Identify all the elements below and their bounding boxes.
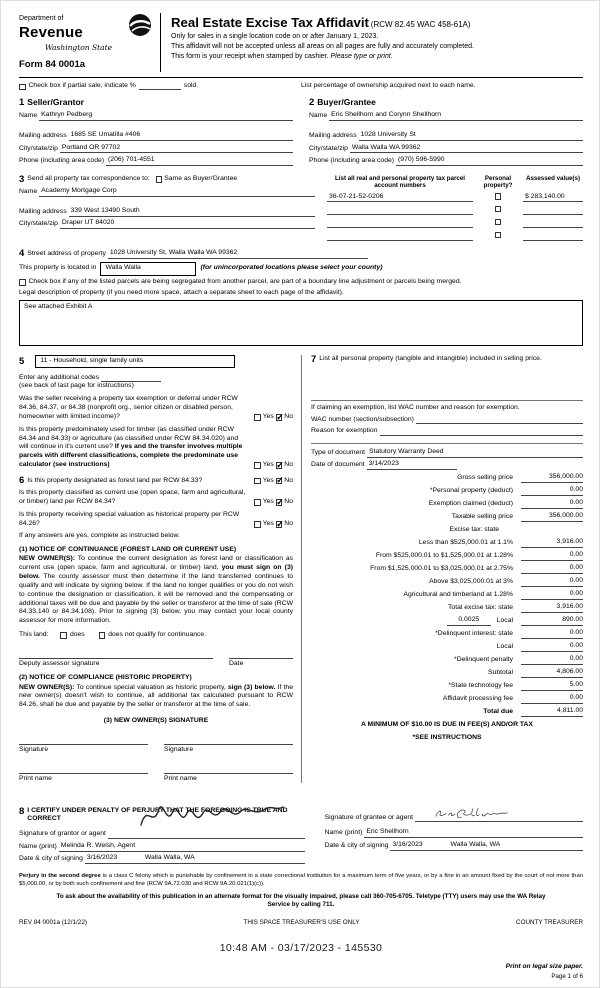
parcel-number-field[interactable] — [327, 232, 473, 241]
grantor-print-name-field[interactable]: Melinda R. Welsh, Agent — [59, 842, 305, 852]
tier1-label: Less than $525,000.01 at 1.1% — [418, 539, 513, 547]
delinquent-interest-state-value[interactable]: 0.00 — [521, 629, 583, 639]
correspondence-csz-field[interactable]: Draper UT 84020 — [60, 219, 315, 229]
same-as-buyer-label: Same as Buyer/Grantee — [164, 175, 238, 183]
section5-number: 5 — [19, 355, 25, 367]
additional-codes-note: (see back of last page for instructions) — [19, 382, 134, 390]
tier3-value[interactable]: 0.00 — [521, 564, 583, 574]
seller-phone-label: Phone (including area code) — [19, 156, 105, 164]
signature-label: Signature — [164, 745, 194, 753]
washington-state-label: Washington State — [45, 42, 113, 52]
yes-checkbox[interactable] — [254, 521, 261, 528]
current-use-question: Is this property classified as current use (open space, farm and agricultural, or timber) land per RCW 84.34? — [19, 489, 246, 506]
yes-checkbox[interactable] — [254, 478, 261, 485]
spacer — [19, 783, 583, 796]
grantee-signature-field[interactable] — [415, 807, 583, 823]
wac-number-label: WAC number (section/subsection) — [311, 415, 414, 423]
seller-exemption-question: Was the seller receiving a property tax exemption or deferral under RCW 84.36, 84.37, or 84.38 (nonprofit org., senior citizen or disabled person, homeowner with limited income)? — [19, 395, 238, 420]
header-note-3-emphasis: Please type or print. — [330, 53, 393, 61]
grantee-signature-ink — [417, 807, 529, 821]
see-instructions-note: *SEE INSTRUCTIONS — [412, 734, 482, 742]
parcel-numbers-column-header: List all real and personal property tax parcel account numbers — [335, 174, 465, 189]
street-address-field[interactable]: 1028 University St, Walla Walla WA 99362 — [108, 249, 368, 259]
seller-exemption-answer — [254, 413, 293, 422]
current-use-answer — [254, 498, 293, 507]
deputy-assessor-date-label: Date — [229, 659, 244, 667]
notice-compliance-body — [19, 684, 293, 710]
seller-name-field[interactable]: Kathryn Pedberg — [39, 111, 293, 121]
segregated-parcels-label: Check box if any of the listed parcels are being segregated from another parcel, are part of a boundary line adjustment or parcels being merged. — [28, 278, 462, 285]
additional-codes-label: Enter any additional codes — [19, 373, 100, 381]
deputy-assessor-signature-field[interactable] — [19, 649, 213, 659]
grantor-signature-label: Signature of grantor or agent — [19, 830, 106, 838]
located-in-label: This property is located in — [19, 264, 97, 272]
header-note-3 — [171, 52, 583, 61]
gross-selling-price-label: Gross selling price — [457, 474, 513, 482]
perjury-text: is a class C felony which is punishable by confinement in a state correctional institution for a maximum term of five years, or by a fine in an amount fixed by the court of not more than $5,000.00, or by both such confinement and fine (RCW 9A.72.030 and RCW 9A.20.021(1)(c)). — [19, 872, 583, 887]
correspondence-block — [19, 175, 315, 241]
tier2-value[interactable]: 0.00 — [521, 551, 583, 561]
assessed-value-field[interactable]: $ 283,140.00 — [523, 193, 583, 203]
print-note: Print on legal size paper. — [505, 963, 583, 971]
subtotal-label: Subtotal — [488, 669, 513, 677]
notice-continuance-title: (1) NOTICE OF CONTINUANCE (FOREST LAND OR CURRENT USE) — [19, 545, 237, 553]
grantee-certification-block — [325, 807, 583, 864]
personal-property-deduct-label: *Personal property (deduct) — [429, 487, 513, 495]
parcel-row — [327, 206, 583, 215]
grantee-signature-label: Signature of grantee or agent — [324, 813, 414, 821]
street-address-label: Street address of property — [27, 249, 106, 257]
exemption-reason-label: Reason for exemption — [311, 427, 378, 435]
delinquent-penalty-label: *Delinquent penalty — [454, 656, 513, 664]
partial-sale-label: Check box if partial sale, indicate % — [28, 81, 136, 89]
dept-of-label: Department of — [19, 15, 64, 22]
document-block — [311, 443, 583, 470]
correspondence-name-field[interactable]: Academy Mortgage Corp — [39, 187, 315, 197]
seller-mailing-label: Mailing address — [19, 132, 67, 140]
exemption-reason-field[interactable] — [380, 427, 584, 436]
alternate-format-note: To ask about the availability of this publication in an alternate format for the visually impaired, please call 360-705-6705. Teletype (TTY) users may use the WA Relay Service by calling 711. — [56, 893, 546, 909]
grantee-date-field[interactable]: 3/16/2023 — [390, 841, 448, 851]
section1-title: Seller/Grantor — [27, 97, 84, 108]
county-treasurer-label: COUNTY TREASURER — [516, 918, 583, 926]
parcel-number-field[interactable] — [327, 206, 473, 215]
new-owners-label: NEW OWNER(S): — [19, 683, 75, 691]
notice-continuance-pre: To continue the current designation as forest land or classification as current use (open space, farm and agricultural, or timber) land, — [19, 555, 293, 572]
page-title: Real Estate Excise Tax Affidavit — [171, 15, 369, 30]
buyer-csz-label: City/state/zip — [309, 144, 348, 152]
personal-property-entry-area[interactable] — [311, 364, 583, 394]
location-select[interactable]: Walla Walla — [100, 262, 196, 276]
send-correspondence-label: Send all property tax correspondence to: — [27, 175, 150, 183]
no-checkbox[interactable] — [276, 499, 283, 506]
page-number: Page 1 of 6 — [551, 972, 583, 980]
tier4-label: Above $3,025,000.01 at 3% — [429, 578, 513, 586]
yes-label: Yes — [262, 498, 274, 506]
buyer-name-label: Name — [309, 111, 328, 119]
no-label: No — [284, 476, 293, 484]
grantor-certification-block — [19, 807, 305, 864]
exemption-claimed-value[interactable]: 0.00 — [521, 499, 583, 509]
section6-number: 6 — [19, 474, 25, 486]
exemption-note: If claiming an exemption, list WAC number and reason for exemption. — [311, 404, 520, 412]
no-label: No — [284, 498, 293, 506]
partial-sale-percent-field[interactable] — [139, 82, 181, 90]
parcel-row — [327, 232, 583, 241]
no-checkbox[interactable] — [276, 462, 283, 469]
deputy-assessor-signature-label: Deputy assessor signature — [19, 659, 100, 667]
notice-compliance-post: If the new owner(s) doesn't wish to continue, all additional tax calculated pursuant to RCW 84.26, shall be due and payable by the seller or transferor at the time of sale. — [19, 683, 293, 709]
personal-property-checkbox[interactable] — [495, 232, 502, 239]
section7-number: 7 — [311, 353, 317, 365]
taxable-selling-price-label: Taxable selling price — [451, 513, 513, 521]
local-rate-field[interactable]: 0.0025 — [447, 616, 491, 626]
land-use-code-select[interactable]: 11 - Household, single family units — [35, 355, 235, 369]
deputy-assessor-date-field[interactable] — [229, 649, 293, 659]
yes-label: Yes — [262, 412, 274, 420]
wac-number-field[interactable] — [416, 415, 583, 424]
seller-grantor-block — [19, 97, 293, 165]
parcel-row — [327, 193, 583, 203]
tax-correspondence-section — [19, 175, 583, 241]
timber-question — [19, 426, 249, 470]
section2-title: Buyer/Grantee — [317, 97, 376, 108]
grantor-city-field[interactable]: Walla Walla, WA — [143, 854, 305, 864]
timber-question-bold: If yes and the transfer involves multiple parcels with different classifications, complete the predominate use calculator (see instructions) — [19, 443, 243, 469]
buyer-grantee-block — [309, 97, 583, 165]
total-excise-state-label: Total excise tax: state — [448, 604, 513, 612]
assessed-value-field[interactable] — [523, 219, 583, 228]
timber-answer — [254, 461, 293, 470]
tier2-label: From $525,000.01 to $1,525,000.01 at 1.28% — [375, 552, 513, 560]
seller-mailing-field[interactable]: 1685 SE Umatilla #406 — [69, 131, 293, 141]
same-as-buyer-checkbox[interactable] — [156, 176, 163, 183]
forest-land-question: Is this property designated as forest land per RCW 84.33? — [27, 476, 203, 484]
treasurer-space-label: THIS SPACE TREASURER'S USE ONLY — [243, 918, 360, 926]
total-due-label: Total due — [483, 708, 513, 716]
exemption-block — [311, 400, 583, 436]
section1-number: 1 — [19, 97, 25, 109]
seller-csz-field[interactable]: Portland OR 97702 — [60, 144, 293, 154]
personal-property-checkbox[interactable] — [495, 193, 502, 200]
notice-compliance-bold: sign (3) below. — [227, 683, 276, 691]
buyer-phone-label: Phone (including area code) — [309, 156, 395, 164]
header-divider — [19, 77, 583, 78]
correspondence-name-label: Name — [19, 187, 38, 195]
if-yes-note: If any answers are yes, complete as instructed below. — [19, 531, 180, 539]
no-label: No — [284, 519, 293, 527]
does-label: does — [69, 631, 85, 639]
form-number: Form 84 0001a — [19, 59, 86, 71]
personal-property-checkbox[interactable] — [495, 206, 502, 213]
no-checkbox[interactable] — [276, 414, 283, 421]
certification-section — [19, 807, 583, 864]
personal-property-deduct-value[interactable]: 0.00 — [521, 486, 583, 496]
parties-section — [19, 97, 583, 165]
legal-description-label: Legal description of property (if you need more space, attach a separate sheet to each page of the affidavit). — [19, 288, 344, 296]
correspondence-mailing-label: Mailing address — [19, 208, 67, 216]
new-owners-label: NEW OWNER(S): — [19, 555, 76, 563]
historical-property-question-row — [19, 511, 293, 529]
revenue-wordmark: Revenue — [19, 24, 83, 41]
this-land-label: This land: — [19, 631, 49, 639]
notice-continuance-bold: you must sign on (3) below. — [19, 564, 293, 581]
no-checkbox[interactable] — [276, 521, 283, 528]
grantor-signature-field[interactable] — [108, 830, 305, 839]
no-checkbox[interactable] — [276, 478, 283, 485]
parcel-table — [327, 175, 583, 241]
correspondence-mailing-field[interactable]: 339 West 13490 South — [69, 207, 315, 217]
notice-continuance-post: The county assessor must then determine if the land transferred continues to qualify and will indicate by signing below. If the land no longer qualifies or you do not wish to continue the designation or classification, it will be removed and the compensating or additional taxes will be due and payable by the seller or transferor at the time of sale (RCW 84.33.140 or 84.34.108). Prior to signing (3) below, you may contact your local county assessor for more information. — [19, 573, 293, 625]
signature-label: Signature — [19, 745, 49, 753]
section2-number: 2 — [309, 97, 315, 109]
correspondence-csz-label: City/state/zip — [19, 220, 58, 228]
document-type-label: Type of document — [311, 448, 366, 456]
revenue-logo-icon — [128, 13, 152, 37]
deputy-assessor-row — [19, 649, 293, 669]
delinquent-interest-local-value[interactable]: 0.00 — [521, 642, 583, 652]
tier3-label: From $1,525,000.01 to $3,025,000.01 at 2.75% — [370, 565, 513, 573]
new-owner-signature-field[interactable] — [164, 735, 293, 745]
does-not-qualify-checkbox[interactable] — [99, 632, 106, 639]
section8-number: 8 — [19, 805, 25, 817]
grantee-print-name-field[interactable]: Eric Shellhorn — [364, 828, 583, 838]
excise-tax-state-header: Excise tax: state — [449, 526, 499, 534]
buyer-name-field[interactable]: Eric Shellhorn and Corynn Shellhorn — [329, 111, 583, 121]
taxable-selling-price-value[interactable]: 356,000.00 — [521, 512, 583, 522]
does-not-label: does not qualify for continuance. — [108, 631, 207, 639]
gross-selling-price-value[interactable]: 356,000.00 — [521, 473, 583, 483]
yes-label: Yes — [262, 476, 274, 484]
no-label: No — [284, 461, 293, 469]
exemption-claimed-label: Exemption claimed (deduct) — [428, 500, 513, 508]
parcel-row — [327, 219, 583, 228]
main-columns — [19, 355, 583, 784]
grantor-date-city-label: Date & city of signing — [19, 855, 83, 863]
document-date-label: Date of document — [311, 461, 365, 469]
seller-phone-field[interactable]: (206) 701-4551 — [106, 156, 293, 166]
state-technology-fee-label: *State technology fee — [448, 682, 513, 690]
total-excise-state-value[interactable]: 3,916.00 — [521, 603, 583, 613]
page-title-rcw: (RCW 82.45 WAC 458-61A) — [370, 20, 471, 29]
agency-block — [19, 13, 161, 72]
property-location-section — [19, 249, 583, 346]
buyer-mailing-label: Mailing address — [309, 132, 357, 140]
parcel-number-field[interactable] — [327, 219, 473, 228]
subtotal-value[interactable]: 4,806.00 — [521, 668, 583, 678]
buyer-csz-field[interactable]: Walla Walla WA 99362 — [350, 144, 583, 154]
new-owner-print-name-field[interactable] — [164, 764, 293, 774]
cashier-timestamp: 10:48 AM - 03/17/2023 - 145530 — [219, 941, 383, 954]
grantor-date-field[interactable]: 3/16/2023 — [85, 854, 143, 864]
notice-compliance-title: (2) NOTICE OF COMPLIANCE (HISTORIC PROPERTY) — [19, 673, 192, 681]
yes-label: Yes — [262, 461, 274, 469]
minimum-due-note: A MINIMUM OF $10.00 IS DUE IN FEE(S) AND/OR TAX — [361, 721, 533, 729]
new-owner-print-name-row — [19, 764, 293, 784]
new-owners-signature-title: (3) NEW OWNER(S) SIGNATURE — [103, 717, 209, 724]
ag-timberland-label: Agricultural and timberland at 1.28% — [403, 591, 513, 599]
current-use-question-row — [19, 489, 293, 507]
certify-statement: I CERTIFY UNDER PENALTY OF PERJURY THAT THE FOREGOING IS TRUE AND CORRECT — [27, 806, 288, 823]
seller-exemption-question-row — [19, 395, 293, 421]
local-tax-label: Local — [496, 617, 513, 625]
forest-land-answer — [254, 477, 293, 486]
form-header — [19, 13, 583, 72]
perjury-lead: Perjury in the second degree — [19, 872, 101, 879]
parcel-number-field[interactable]: 36-07-21-52-0206 — [327, 193, 473, 203]
tier4-value[interactable]: 0.00 — [521, 577, 583, 587]
tier1-value[interactable]: 3,916.00 — [521, 538, 583, 548]
header-note-1: Only for sales in a single location code on or after January 1, 2023. — [171, 33, 379, 41]
unincorporated-note: (for unincorporated locations please select your county) — [200, 264, 383, 272]
additional-codes-field[interactable] — [101, 373, 161, 382]
yes-checkbox[interactable] — [254, 414, 261, 421]
partial-sale-checkbox[interactable] — [19, 84, 26, 91]
personal-property-list-label: List all personal property (tangible and intangible) included in selling price. — [319, 354, 542, 362]
title-block — [171, 13, 583, 72]
use-and-classification-column — [19, 355, 301, 784]
historical-property-question: Is this property receiving special valuation as historical property per RCW 84.26? — [19, 511, 240, 527]
header-note-2: This affidavit will not be accepted unless all areas on all pages are fully and accurately completed. — [171, 43, 474, 51]
affidavit-processing-fee-label: Affidavit processing fee — [442, 695, 513, 703]
yes-checkbox[interactable] — [254, 462, 261, 469]
document-date-field[interactable]: 3/14/2023 — [367, 460, 457, 470]
selling-price-column — [301, 355, 583, 784]
notice-continuance-body — [19, 555, 293, 626]
assessed-value-field[interactable] — [523, 206, 583, 215]
state-technology-fee-value[interactable]: 5.00 — [521, 681, 583, 691]
section3-number: 3 — [19, 173, 25, 185]
grantee-date-city-label: Date & city of signing — [324, 841, 389, 849]
buyer-mailing-field[interactable]: 1028 University St — [359, 131, 583, 141]
section4-number: 4 — [19, 248, 25, 260]
grantor-print-name-label: Name (print) — [19, 842, 57, 850]
new-owner-signature-row — [19, 735, 293, 755]
local-tax-value[interactable]: 890.00 — [521, 616, 583, 626]
forest-land-question-row — [19, 476, 293, 486]
total-due-value[interactable]: 4,811.00 — [521, 707, 583, 717]
legal-description-box[interactable]: See attached Exhibit A — [19, 300, 583, 346]
grantee-print-name-label: Name (print) — [324, 829, 363, 837]
grantee-city-field[interactable]: Walla Walla, WA — [448, 841, 583, 851]
ownership-percentage-note: List percentage of ownership acquired next to each name. — [301, 81, 476, 89]
timber-question-row — [19, 426, 293, 470]
historical-property-answer — [254, 520, 293, 529]
delinquent-interest-local-label: Local — [496, 643, 513, 651]
yes-label: Yes — [262, 519, 274, 527]
perjury-statement — [19, 873, 583, 888]
footer-row — [19, 919, 583, 927]
document-type-field[interactable]: Statutory Warranty Deed — [367, 448, 583, 458]
partial-sale-row — [19, 82, 583, 91]
personal-property-checkbox[interactable] — [495, 219, 502, 226]
partial-sale-sold-label: sold. — [183, 81, 199, 89]
ag-timberland-value[interactable]: 0.00 — [521, 590, 583, 600]
buyer-phone-field[interactable]: (970) 596-5990 — [396, 156, 583, 166]
timber-question-text: Is this property predominately used for timber (as classified under RCW 84.34 and 84.33) or agriculture (as classified under RCW 84.34.020) and will continue in it's current use? — [19, 425, 239, 451]
segregated-parcels-checkbox[interactable] — [19, 279, 26, 286]
delinquent-penalty-value[interactable]: 0.00 — [521, 655, 583, 665]
new-owner-print-name-field[interactable] — [19, 764, 148, 774]
affidavit-processing-fee-value[interactable]: 0.00 — [521, 694, 583, 704]
seller-csz-label: City/state/zip — [19, 144, 58, 152]
delinquent-interest-state-label: *Delinquent interest: state — [435, 630, 513, 638]
new-owner-signature-field[interactable] — [19, 735, 148, 745]
personal-property-column-header: Personal property? — [483, 174, 513, 189]
no-label: No — [284, 412, 293, 420]
rev-code: REV 84 0001a (12/1/22) — [19, 918, 87, 926]
seller-name-label: Name — [19, 111, 38, 119]
print-name-label: Print name — [164, 774, 197, 782]
assessed-value-field[interactable] — [523, 232, 583, 241]
assessed-value-column-header: Assessed value(s) — [526, 174, 580, 182]
yes-checkbox[interactable] — [254, 499, 261, 506]
does-qualify-checkbox[interactable] — [60, 632, 67, 639]
notice-compliance-pre: To continue special valuation as historic property, — [74, 683, 228, 691]
print-name-label: Print name — [19, 774, 52, 782]
header-note-3-text: This form is your receipt when stamped by cashier. — [171, 53, 331, 61]
